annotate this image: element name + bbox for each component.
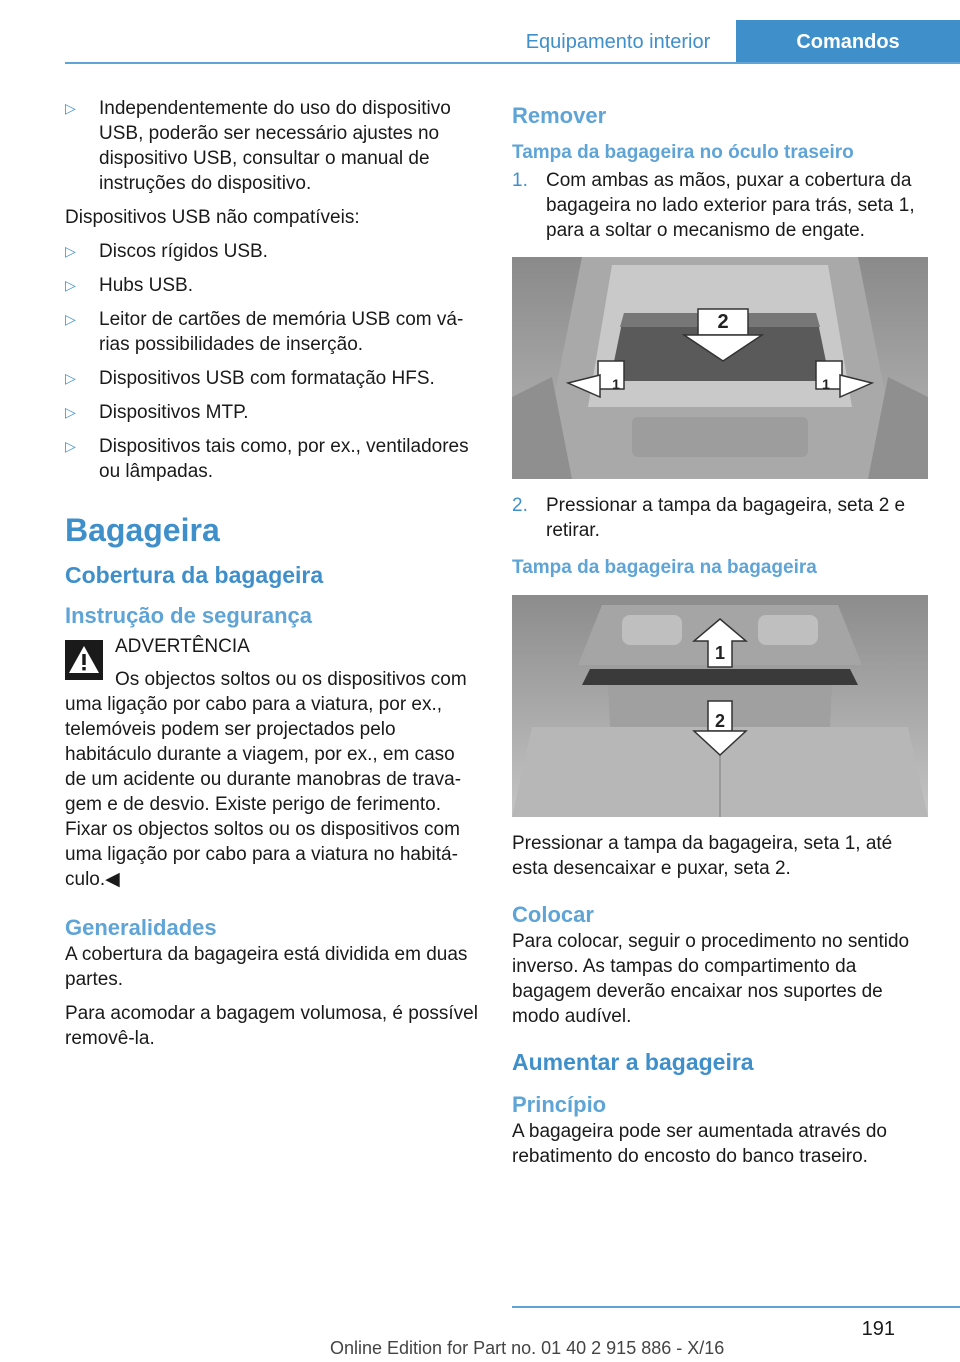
warning-block <box>65 634 480 659</box>
heading-remover: Remover <box>512 103 607 128</box>
principio-text: A bagageira pode ser aumentada através do rebatimento do encosto do banco traseiro. <box>512 1121 887 1167</box>
list-item: 2. Pressionar a tampa da bagageira, seta 2 e retirar. <box>512 495 906 541</box>
colocar-text: Para colocar, seguir o procedimento no sentido inverso. As tampas do compartimento da bagagem deverão encaixar nos suportes de modo audível. <box>512 931 910 1027</box>
header-rule <box>65 62 960 64</box>
heading-generalidades: Generalidades <box>65 915 217 940</box>
generalidades-text-2: Para acomodar a bagagem volumosa, é possível removê-la. <box>65 1003 478 1049</box>
list-item: ▷ Hubs USB. <box>65 275 193 296</box>
heading-tampa-oculo: Tampa da bagageira no óculo traseiro <box>512 142 854 163</box>
list-item: ▷ Leitor de cartões de memória USB com várias possibilidades de inserção. <box>65 309 464 355</box>
svg-text:1: 1 <box>822 376 830 392</box>
left-column <box>65 96 480 1051</box>
bullet-arrow-icon: ▷ <box>65 438 76 454</box>
list-item: ▷ Discos rígidos USB. <box>65 241 268 262</box>
pressionar-text: Pressionar a tampa da bagageira, seta 1, até esta desencaixar e puxar, seta 2. <box>512 833 893 879</box>
page-number: 191 <box>861 1318 895 1340</box>
bullet-arrow-icon: ▷ <box>65 100 76 116</box>
bullet-arrow-icon: ▷ <box>65 370 76 386</box>
trunk-cover-illustration <box>512 595 928 817</box>
list-item: ▷ Dispositivos tais como, por ex., ventiladores ou lâmpadas. <box>65 436 469 482</box>
list-item: ▷ Dispositivos USB com formatação HFS. <box>65 368 435 389</box>
heading-instrucao: Instrução de segurança <box>65 603 312 628</box>
list-item: ▷ Independentemente do uso do dispositivo USB, poderão ser necessário ajustes no dispositivo USB, consultar o manual de instruções do dispositivo. <box>65 98 451 194</box>
generalidades-text-1: A cobertura da bagageira está dividida em duas partes. <box>65 944 468 990</box>
warning-triangle-icon <box>65 640 103 680</box>
bullet-arrow-icon: ▷ <box>65 404 76 420</box>
list-item: ▷ Dispositivos MTP. <box>65 402 249 423</box>
right-column <box>512 96 930 1169</box>
heading-tampa-bagageira: Tampa da bagageira na bagageira <box>512 557 817 578</box>
heading-bagageira: Bagageira <box>65 512 220 548</box>
list-item: 1. Com ambas as mãos, puxar a cobertura da bagageira no lado exterior para trás, seta 1, para a soltar o mecanismo de engate. <box>512 170 915 241</box>
bullet-arrow-icon: ▷ <box>65 311 76 327</box>
trunk-lid-illustration <box>512 257 928 479</box>
header-section-title: Equipamento interior <box>525 31 711 53</box>
figure-trunk-cover <box>512 595 928 817</box>
heading-cobertura: Cobertura da bagageira <box>65 562 324 588</box>
header-chapter-tab: Comandos <box>736 20 960 62</box>
heading-principio: Princípio <box>512 1092 607 1117</box>
warning-body: Os objectos soltos ou os dispositivos com uma ligação por cabo para a viatura, por ex., telemóveis podem ser projectados pelo habitáculo durante a viagem, por ex., em caso de um acidente ou durante manobras de travagem e de desvio. Existe perigo de ferimento. Fixar os objectos soltos ou os dispositivos com uma ligação por cabo para a viatura no habitáculo.◀ <box>65 669 467 890</box>
svg-text:1: 1 <box>612 376 620 392</box>
incompatible-intro: Dispositivos USB não compatíveis: <box>65 207 360 228</box>
bullet-arrow-icon: ▷ <box>65 277 76 293</box>
svg-text:2: 2 <box>714 711 726 731</box>
warning-title: ADVERTÊNCIA <box>115 636 250 657</box>
svg-text:2: 2 <box>717 311 729 333</box>
heading-aumentar: Aumentar a bagageira <box>512 1049 754 1075</box>
footer-edition: Online Edition for Part no. 01 40 2 915 886 - X/16 <box>330 1338 725 1358</box>
footer-rule <box>512 1306 960 1308</box>
heading-colocar: Colocar <box>512 902 594 927</box>
svg-text:1: 1 <box>714 643 726 663</box>
bullet-arrow-icon: ▷ <box>65 243 76 259</box>
figure-rear-window-cover <box>512 257 928 479</box>
